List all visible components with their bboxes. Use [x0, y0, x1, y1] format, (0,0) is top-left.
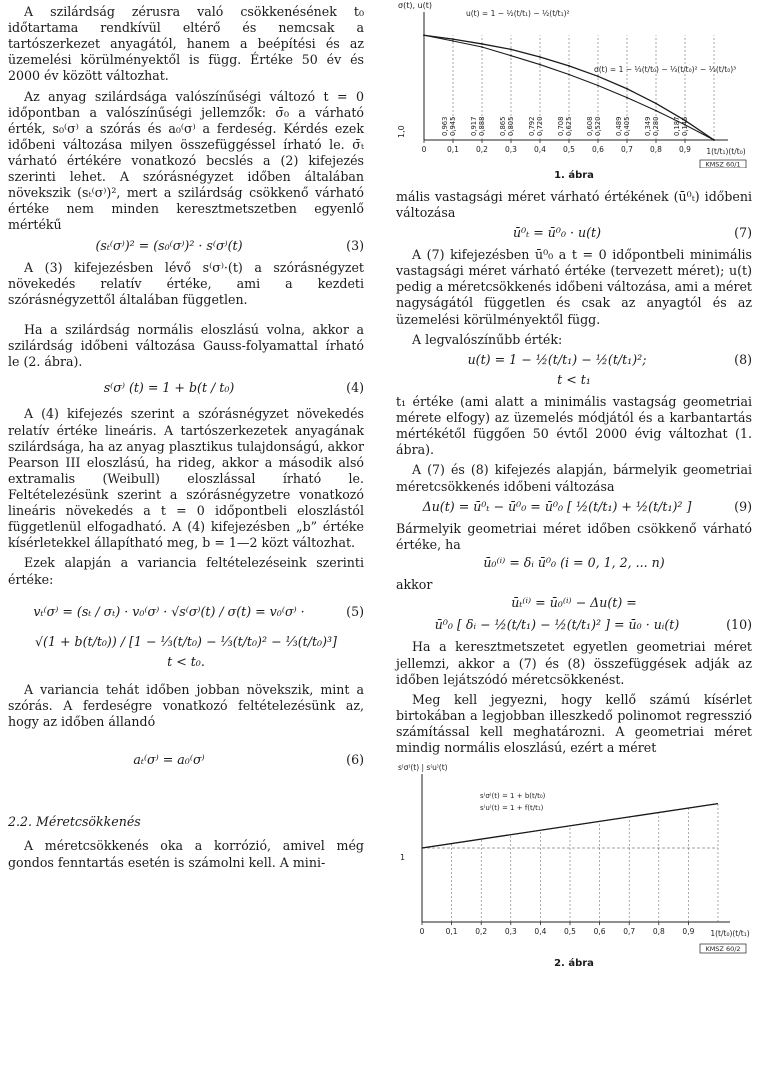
figure-1-stamp-text: KMSZ 60/1: [705, 160, 741, 168]
figure-1-x-tick-label: 0,8: [650, 145, 662, 154]
figure-1-y-one: 1,0: [397, 125, 406, 138]
figure-2-x-tick-label: 0,9: [682, 927, 695, 937]
figure-1-data-label: 0,792: [528, 116, 536, 136]
equation-number: (10): [726, 617, 752, 633]
figure-1-data-label: 0,963: [441, 116, 449, 136]
equation-4: [8, 380, 364, 396]
equation-expression: ū⁰₀ [ δᵢ − ½(t/t₁) − ½(t/t₁)² ] = ū₀ · uᵢ(t): [434, 617, 680, 633]
figure-1-data-label: 0,608: [586, 116, 594, 136]
equation-10: [396, 617, 752, 633]
figure-1-data-label: 0,520: [594, 116, 602, 136]
figure-1-stamp: [700, 160, 746, 168]
figure-2-x-label: 1(t/t₀)(t/t₁): [710, 929, 750, 939]
figure-2-x-tick-label: 0,8: [652, 927, 665, 937]
figure-1-x-tick-label: 0,2: [476, 145, 488, 154]
paragraph: A (4) kifejezés szerint a szórásnégyzet növekedés relatív értéke lineáris. A tartószerkezetek anyagának szilárdsága, ha az anyag plasztikus tulajdonságú, akkor Pearson III eloszlású, ha rideg, akkor a második alsó extramalis (Weibull) eloszlással írható le. Feltételezésünk szerint a szórásnégyzetre vonatkozó lineáris növekedés a t = 0 időpontbeli eloszlástól függetlenül elfogadható. A (4) kifejezésben „b” értéke kísérletekkel állapítható meg, b = 1—2 közt változhat.: [8, 406, 364, 551]
figure-1-x-tick-label: 0,3: [505, 145, 517, 154]
figure-1-series-point: [713, 139, 715, 141]
figure-1-series-point: [626, 88, 628, 90]
figure-2-stamp: [700, 944, 746, 953]
equation-number: (5): [346, 603, 364, 619]
equation-number: (6): [346, 752, 364, 768]
paragraph: Ezek alapján a variancia feltételezéseink szerinti értéke:: [8, 555, 364, 587]
equation-7: [396, 225, 752, 241]
paragraph: A variancia tehát időben jobban növekszik, mint a szórás. A ferdeségre vonatkozó feltételezésünk az, hogy az időben állandó: [8, 681, 364, 730]
paragraph: A (3) kifejezésben lévő s⁽σ⁾·(t) a szórásnégyzet növekedés relatív értéke, ami a kezdeti szórásnégyzettől általában független.: [8, 259, 364, 307]
equation-expression: (sₜ⁽σ⁾)² = (s₀⁽σ⁾)² · s⁽σ⁾(t): [95, 237, 243, 253]
figure-2-x-tick-label: 0: [419, 927, 425, 937]
paragraph: akkor: [396, 577, 433, 593]
figure-2-x-tick-label: 0,3: [504, 927, 517, 937]
figure-1-series-point: [452, 38, 454, 40]
figure-1-data-label: 0,349: [644, 116, 652, 136]
paragraph: A méretcsökkenés oka a korrózió, amivel még gondos fenntartás esetén is számolni kell. A mini-: [8, 838, 364, 870]
figure-2-plot-area: [420, 774, 730, 936]
figure-1-series-point: [597, 85, 599, 87]
equation-index: ū₀⁽ⁱ⁾ = δᵢ ū⁰₀ (i = 0, 1, 2, ... n): [483, 554, 665, 570]
figure-1-series-point: [568, 65, 570, 67]
figure-1-series-point: [626, 97, 628, 99]
equation-6: [8, 752, 364, 768]
figure-2-x-tick-label: 0,1: [445, 927, 458, 937]
paragraph: Ha a keresztmetszetet egyetlen geometriai méret jellemzi, akkor a (7) és (8) összefüggések adják az időben lejátszódó méretcsökkenést.: [396, 639, 752, 687]
equation-expression: s⁽σ⁾ (t) = 1 + b(t / t₀): [103, 380, 235, 396]
equation-expression: vₜ⁽σ⁾ = (sₜ / σₜ) · v₀⁽σ⁾ · √s⁽σ⁾(t) / σ(t) = v₀⁽σ⁾ ·: [33, 603, 305, 619]
figure-1-data-label: 0,405: [623, 116, 631, 136]
figure-1-x-tick-label: 0,5: [563, 145, 575, 154]
figure-1-y-label: σ(t), u(t): [398, 1, 432, 10]
paragraph: A szilárdság zérusra való csökkenésének t₀ időtartama rendkívül eltérő és nemcsak a tartószerkezet anyagától, hanem a beépítési és az üzemelési körülményektől is függ. Értéke 50 év és 2000 év között változhat.: [8, 4, 364, 84]
left-column: [8, 0, 364, 875]
figure-1-data-label: 0,917: [470, 116, 478, 136]
figure-1-data-label: 0,888: [478, 116, 486, 136]
figure-1-x-tick-label: 0,1: [447, 145, 459, 154]
paragraph: Ha a szilárdság normális eloszlású volna, akkor a szilárdság időbeni változása Gauss-folyamattal írható le (2. ábra).: [8, 321, 364, 370]
figure-1-data-label: 0,865: [499, 116, 507, 136]
paragraph: A (7) és (8) kifejezés alapján, bármelyik geometriai méretcsökkenés időbeni változása: [396, 462, 752, 494]
equation-number: (9): [734, 498, 752, 514]
figure-1-data-label: 0,187: [673, 116, 681, 136]
figure-1-x-tick-label: 0: [421, 145, 427, 154]
figure-1-data-label: 0,720: [536, 116, 544, 136]
figure-1-data-label: 0,945: [449, 116, 457, 136]
figure-1-data-label: 0,280: [652, 116, 660, 136]
figure-2: [396, 760, 752, 971]
figure-1-series-point: [655, 103, 657, 105]
figure-1-data-label: 0,708: [557, 116, 565, 136]
figure-1-series-point: [423, 34, 425, 36]
paragraph: A (7) kifejezésben ū⁰₀ a t = 0 időpontbeli minimális vastagsági méret várható értéke (tervezett méret); u(t) pedig a méretcsökkenés időbeni változása, ami a méret nagyságától független és csak az anyagtól és az üzemelési körülményektől függ.: [396, 247, 752, 327]
figure-1-series-point: [510, 48, 512, 50]
equation-10-line-1: ūₜ⁽ⁱ⁾ = ū₀⁽ⁱ⁾ − Δu(t) =: [511, 595, 637, 611]
paragraph: t₁ értéke (ami alatt a minimális vastagság geometriai mérete elfogy) az üzemelés módjától és a karbantartás mértékétől függően 50 évtől 2000 évig változhat (1. ábra).: [396, 394, 752, 458]
equation-5: [8, 604, 364, 620]
figure-1-series-point: [510, 55, 512, 57]
figure-2-legend-1: s⁽σ⁾(t) = 1 + b(t/t₀): [480, 792, 546, 801]
figure-1-data-label: 0,625: [565, 116, 573, 136]
figure-1-chart: [396, 0, 752, 168]
equation-5-condition: t < t₀.: [167, 653, 205, 669]
figure-2-stamp-text: KMSZ 60/2: [705, 945, 741, 954]
figure-1-x-tick-label: 0,6: [592, 145, 604, 154]
figure-1-caption: 1. ábra: [554, 170, 594, 181]
equation-8-condition: t < t₁: [557, 371, 591, 387]
equation-expression: u(t) = 1 − ½(t/t₁) − ½(t/t₁)²;: [467, 351, 647, 367]
figure-1-x-label: 1(t/t₁)(t/t₀): [706, 147, 746, 156]
figure-1-series-point: [539, 64, 541, 66]
equation-number: (3): [346, 237, 364, 253]
figure-1-series-point: [568, 74, 570, 76]
figure-2-x-tick-label: 0,7: [623, 927, 636, 937]
figure-1-series-point: [655, 110, 657, 112]
figure-2-y-label: s⁽σ⁾(t) | s⁽u⁾(t): [398, 763, 448, 773]
equation-expression: aₜ⁽σ⁾ = a₀⁽σ⁾: [133, 752, 205, 768]
figure-1-data-label: 0,145: [681, 116, 689, 136]
figure-1-curve-u-label: u(t) = 1 − ½(t/t₁) − ½(t/t₁)²: [466, 9, 570, 18]
figure-2-caption: 2. ábra: [554, 958, 594, 970]
equation-5-fraction: √(1 + b(t/t₀)) / [1 − ⅓(t/t₀) − ⅓(t/t₀)² − ⅓(t/t₀)³]: [35, 633, 337, 649]
paragraph: mális vastagsági méret várható értékének (ū⁰ₜ) időbeni változása: [396, 188, 752, 220]
equation-9: [396, 499, 752, 515]
figure-2-x-tick-label: 0,6: [593, 927, 606, 937]
figure-2-x-tick-label: 0,2: [475, 927, 488, 937]
paragraph: Meg kell jegyezni, hogy kellő számú kísérlet birtokában a legjobban illeszkedő polinomot regresszió számítással kell meghatározni. A geometriai méret mindig normális eloszlású, ezért a méret: [396, 691, 752, 756]
paragraph: Az anyag szilárdsága valószínűségi változó t = 0 időpontban a valószínűségi jellemzők: σ̄₀ a várható érték, s₀⁽σ⁾ a szórás és a₀⁽σ⁾ a ferdeség. Kérdés ezek időbeni változása milyen összefüggéssel írható le. σ̄ₜ várható értékére vonatkozó becslés a (2) kifejezés szerinti lehet. A szórásnégyzet időben általában növekszik (sₜ⁽σ⁾)², mert a szilárdság csökkenő várható értéke nem minden keresztmetszetben egyenlő mértékű: [8, 88, 364, 233]
figure-2-chart: [396, 760, 752, 956]
equation-expression: ū⁰ₜ = ū⁰₀ · u(t): [512, 225, 602, 241]
figure-1-x-tick-label: 0,9: [679, 145, 691, 154]
figure-1-series-point: [481, 46, 483, 48]
equation-8: [396, 352, 752, 368]
figure-2-x-tick-label: 0,5: [564, 927, 576, 937]
paragraph: Bármelyik geometriai méret időben csökkenő várható értéke, ha: [396, 520, 752, 552]
figure-1-series-point: [481, 43, 483, 45]
figure-1-x-tick-label: 0,4: [534, 145, 546, 154]
section-title: 2.2. Méretcsökkenés: [8, 814, 141, 830]
equation-3: [8, 238, 364, 254]
figure-1-series-point: [597, 75, 599, 77]
figure-1-plot-area: [422, 12, 728, 154]
figure-2-x-tick-label: 0,4: [534, 927, 547, 937]
figure-1-curve-s-label: σ(t) = 1 − ⅓(t/t₀) − ⅓(t/t₀)² − ⅓(t/t₀)³: [594, 65, 737, 74]
figure-1-series-point: [452, 40, 454, 42]
equation-number: (4): [346, 380, 364, 396]
equation-number: (7): [734, 225, 752, 241]
figure-1-data-label: 0,805: [507, 116, 515, 136]
figure-1-data-label: 0,489: [615, 116, 623, 136]
paragraph: A legvalószínűbb érték:: [412, 331, 563, 347]
equation-expression: Δu(t) = ū⁰ₜ − ū⁰₀ = ū⁰₀ [ ½(t/t₁) + ½(t/t₁)² ]: [422, 498, 692, 514]
right-column: [396, 0, 752, 977]
figure-1-x-tick-label: 0,7: [621, 145, 633, 154]
figure-1-series-point: [539, 56, 541, 58]
figure-1: [396, 0, 752, 183]
equation-number: (8): [734, 351, 752, 367]
figure-2-legend-2: s⁽u⁾(t) = 1 + f(t/t₁): [480, 804, 544, 813]
figure-2-y-one: 1: [400, 853, 406, 863]
